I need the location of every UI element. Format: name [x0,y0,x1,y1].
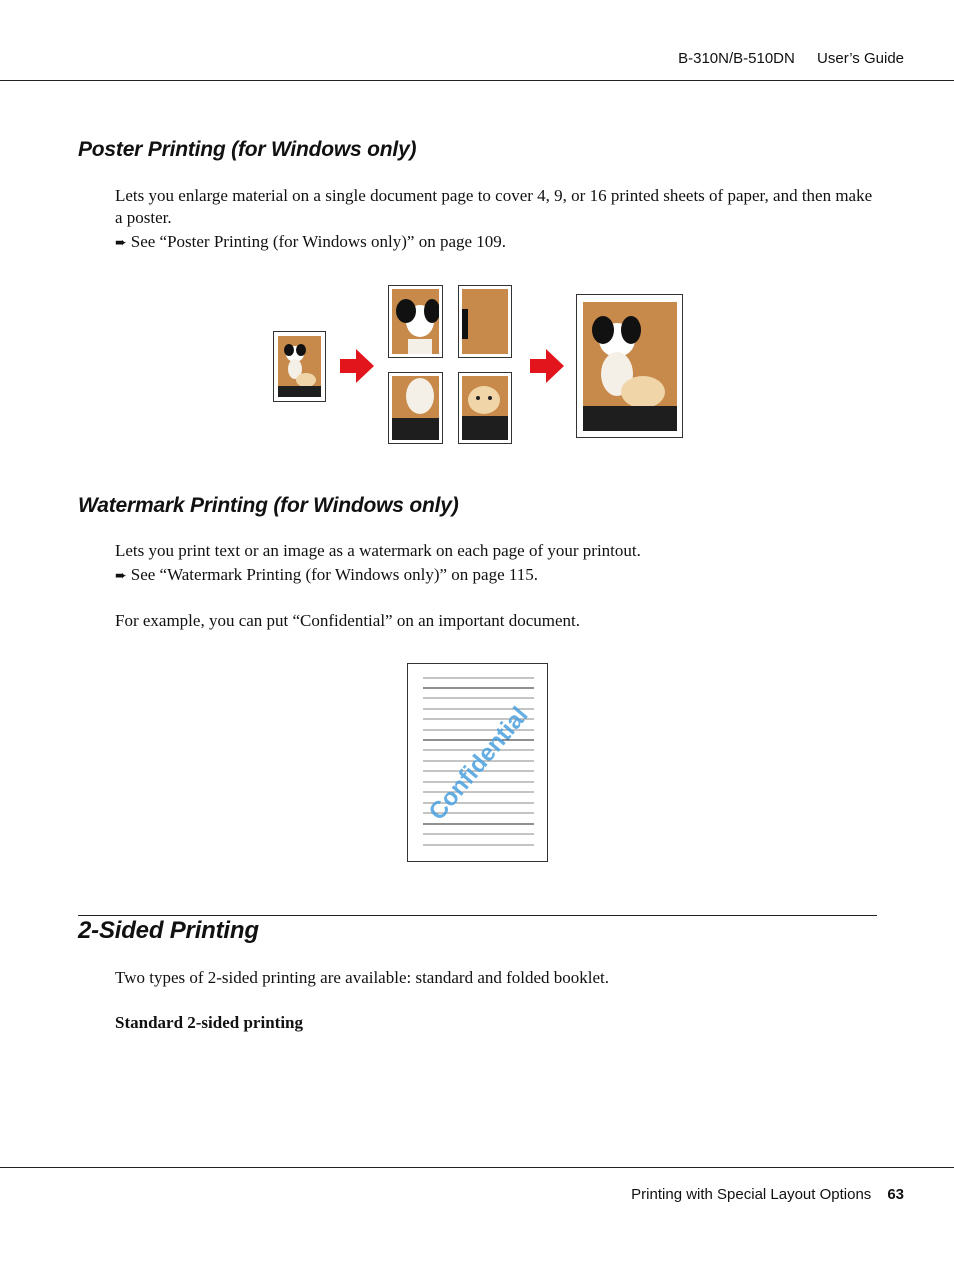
watermark-heading: Watermark Printing (for Windows only) [78,494,459,517]
page-number: 63 [887,1186,904,1203]
running-footer [631,1186,904,1203]
poster-tile-4 [458,372,512,444]
section-rule [78,915,877,916]
watermark-xref[interactable] [115,565,538,585]
poster-tile-2 [458,285,512,358]
poster-tile-3 [388,372,443,444]
poster-result [576,294,683,438]
poster-xref[interactable] [115,232,506,252]
running-header [678,50,904,67]
xref-arrow-icon: ➨ [115,569,127,584]
footer-section: Printing with Special Layout Options [631,1186,872,1203]
right-arrow-icon [530,349,564,383]
xref-arrow-icon: ➨ [115,236,127,251]
header-rule [0,80,954,81]
sided-body: Two types of 2-sided printing are available: standard and folded booklet. [115,968,610,987]
watermark-page [407,663,548,862]
watermark-stamp: Confidential [423,701,534,826]
dog-photo-large [583,302,677,431]
poster-heading: Poster Printing (for Windows only) [78,138,417,161]
footer-rule [0,1167,954,1168]
sided-subheading: Standard 2-sided printing [115,1013,303,1032]
watermark-body: Lets you print text or an image as a watermark on each page of your printout. [115,541,641,560]
header-model: B-310N/B-510DN [678,50,795,67]
header-guide: User’s Guide [817,50,904,67]
poster-body: Lets you enlarge material on a single document page to cover 4, 9, or 16 printed sheets of paper, and then make a poster. [115,186,873,227]
source-page [273,331,326,402]
watermark-example: For example, you can put “Confidential” on an important document. [115,611,581,630]
poster-xref-text: See “Poster Printing (for Windows only)” on page 109. [130,232,507,251]
sided-heading: 2-Sided Printing [78,917,259,944]
poster-tile-1 [388,285,443,358]
watermark-xref-text: See “Watermark Printing (for Windows only)” on page 115. [130,565,538,584]
dog-photo-small [278,336,321,397]
right-arrow-icon [340,349,374,383]
